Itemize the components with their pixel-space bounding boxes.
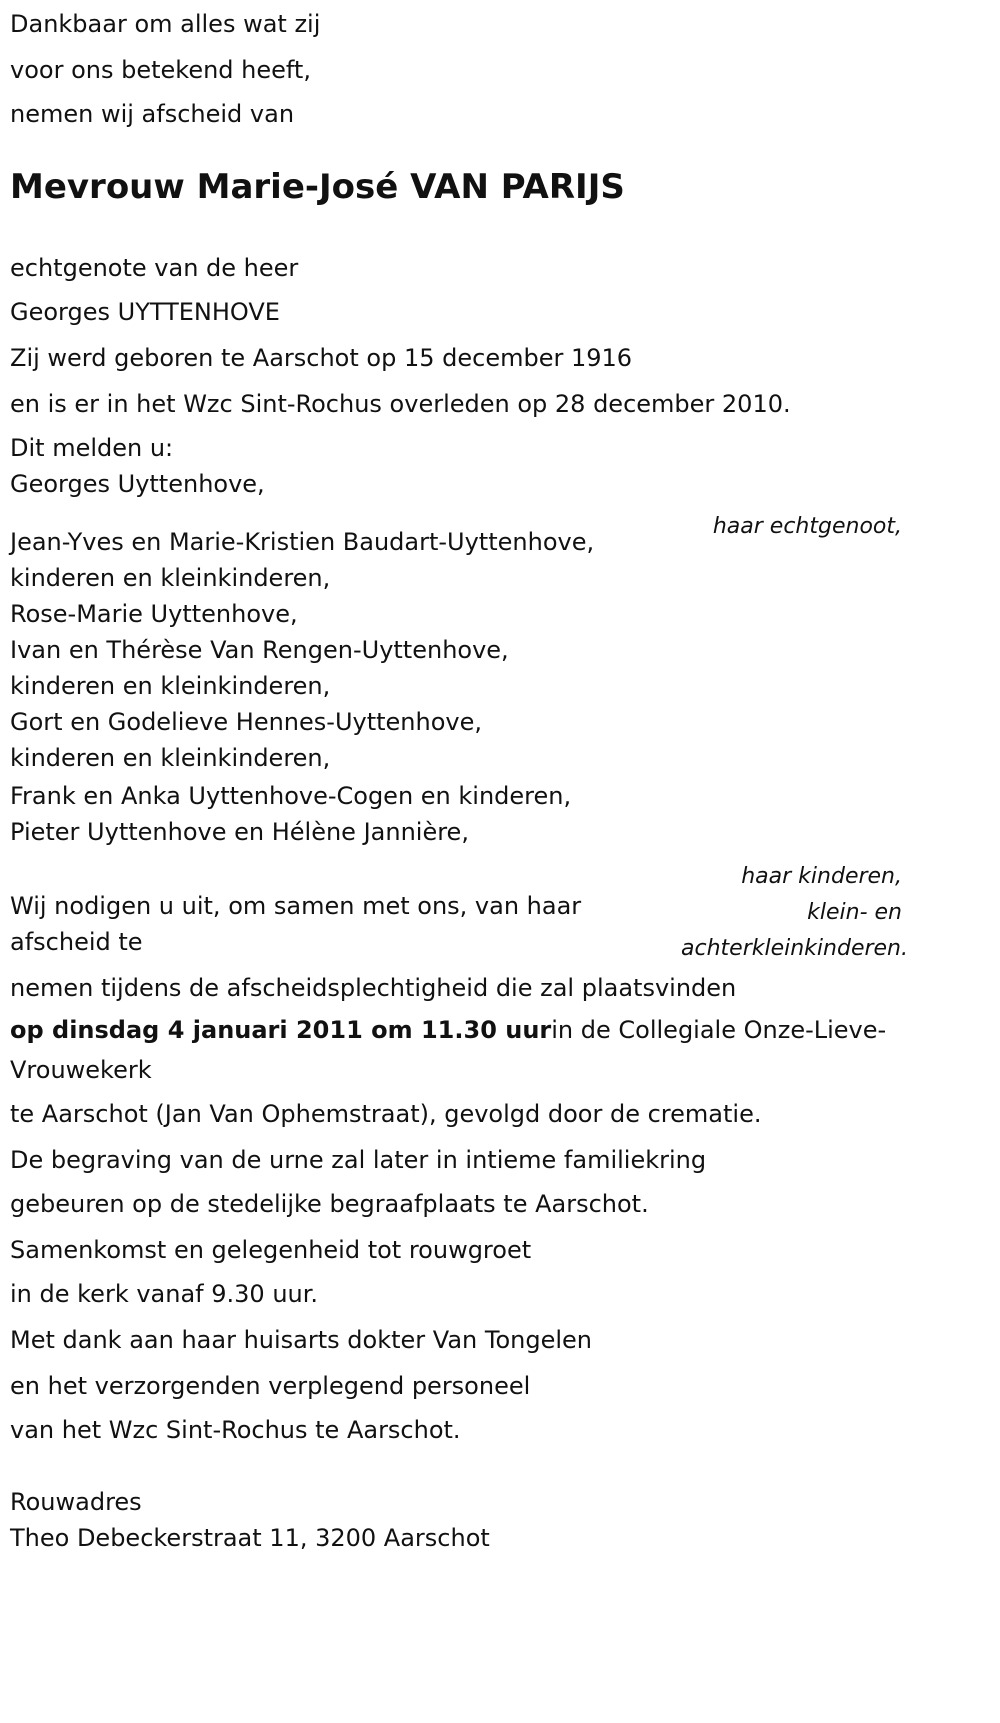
deceased-name: Mevrouw Marie-José VAN PARIJS xyxy=(10,167,625,207)
invitation-line-6: gebeuren op de stedelijke begraafplaats te Aarschot. xyxy=(10,1190,649,1218)
ceremony-date-place xyxy=(10,1010,890,1090)
invitation-line-7: Samenkomst en gelegenheid tot rouwgroet xyxy=(10,1236,532,1264)
intro-line-1: Dankbaar om alles wat zij xyxy=(10,10,321,38)
invitation-line-11: van het Wzc Sint-Rochus te Aarschot. xyxy=(10,1416,461,1444)
invitation-line-4: te Aarschot (Jan Van Ophemstraat), gevolgd door de crematie. xyxy=(10,1100,762,1128)
family-line: kinderen en kleinkinderen, xyxy=(10,672,331,700)
invitation-line-1: Wij nodigen u uit, om samen met ons, van haar xyxy=(10,892,582,920)
invitation-line-2: nemen tijdens de afscheidsplechtigheid die zal plaatsvinden xyxy=(10,974,737,1002)
address-label: Rouwadres xyxy=(10,1488,142,1516)
family-line: kinderen en kleinkinderen, xyxy=(10,564,331,592)
death-info: en is er in het Wzc Sint-Rochus overleden op 28 december 2010. xyxy=(10,390,791,418)
announce-header: Dit melden u: xyxy=(10,434,174,462)
invitation-line-5: De begraving van de urne zal later in intieme familiekring xyxy=(10,1146,707,1174)
ceremony-date: op dinsdag 4 januari 2011 om 11.30 uur xyxy=(10,1016,552,1044)
spouse-intro: echtgenote van de heer xyxy=(10,254,299,282)
announce-spouse-role: haar echtgenoot, xyxy=(712,514,902,539)
family-line: Ivan en Thérèse Van Rengen-Uyttenhove, xyxy=(10,636,509,664)
announce-spouse-name: Georges Uyttenhove, xyxy=(10,470,265,498)
ceremony-place: in de Collegiale Onze-Lieve-Vrouwekerk xyxy=(10,1016,887,1084)
family-line: Gort en Godelieve Hennes-Uyttenhove, xyxy=(10,708,482,736)
invitation-line-10: en het verzorgenden verplegend personeel xyxy=(10,1372,531,1400)
family-line: Rose-Marie Uyttenhove, xyxy=(10,600,298,628)
invitation-line-8: in de kerk vanaf 9.30 uur. xyxy=(10,1280,319,1308)
spouse-name: Georges UYTTENHOVE xyxy=(10,298,280,326)
family-line: kinderen en kleinkinderen, xyxy=(10,744,331,772)
invitation-line-1b: afscheid te xyxy=(10,928,143,956)
birth-info: Zij werd geboren te Aarschot op 15 december 1916 xyxy=(10,344,633,372)
family-line: Pieter Uyttenhove en Hélène Jannière, xyxy=(10,818,469,846)
family-line: Frank en Anka Uyttenhove-Cogen en kinderen, xyxy=(10,782,572,810)
family-role-line: haar kinderen, xyxy=(741,864,902,889)
invitation-line-9: Met dank aan haar huisarts dokter Van Tongelen xyxy=(10,1326,592,1354)
family-role-line: achterkleinkinderen. xyxy=(681,936,908,961)
family-role-line: klein- en xyxy=(807,900,902,925)
address-value: Theo Debeckerstraat 11, 3200 Aarschot xyxy=(10,1524,490,1552)
intro-line-2: voor ons betekend heeft, xyxy=(10,56,311,84)
family-line: Jean-Yves en Marie-Kristien Baudart-Uyttenhove, xyxy=(10,528,595,556)
intro-line-3: nemen wij afscheid van xyxy=(10,100,295,128)
